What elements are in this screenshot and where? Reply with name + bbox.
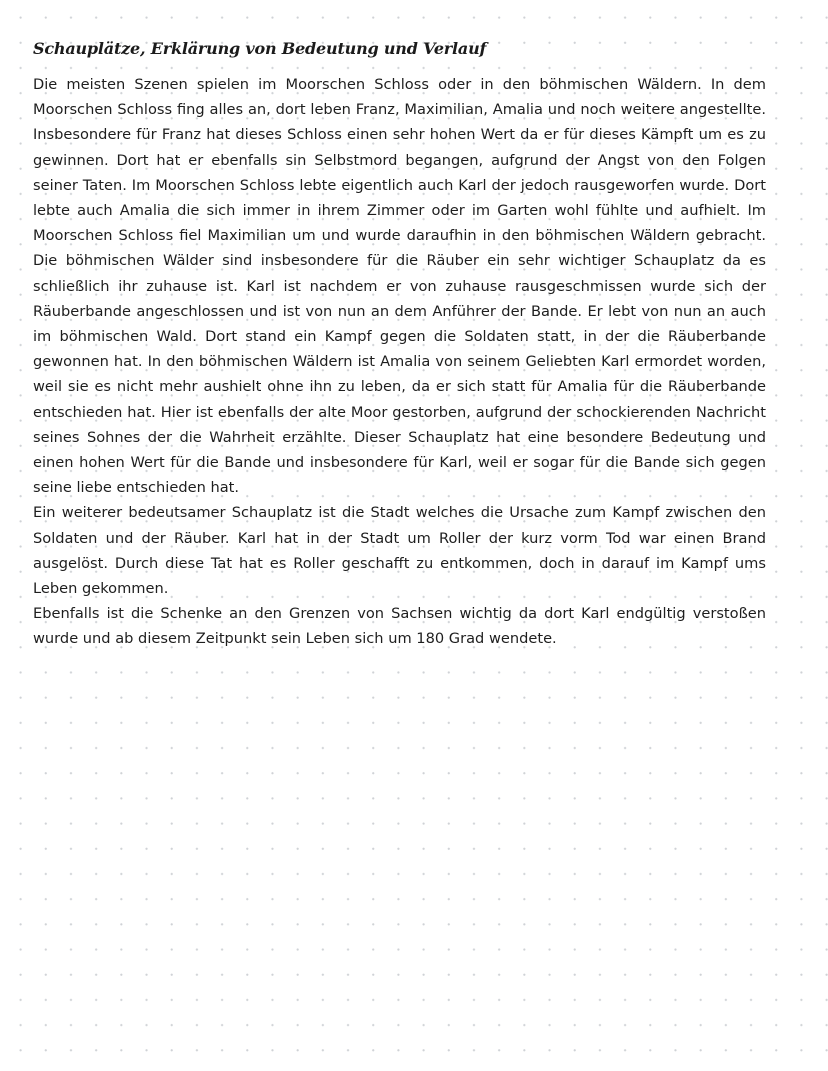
paragraph-stadt: Ein weiterer bedeutsamer Schauplatz ist die Stadt welches die Ursache zum Kampf zwischen den Soldaten und der Räuber. Karl hat in der Stadt um Roller der kurz vorm Tod war einen Brand ausgelöst. Durch diese Tat hat es Roller geschafft zu entkommen, doch in darauf im Kampf ums Leben gekommen. bbox=[33, 504, 766, 598]
paragraph-schenke: Ebenfalls ist die Schenke an den Grenzen von Sachsen wichtig da dort Karl endgültig verstoßen wurde und ab diesem Zeitpunkt sein Leben sich um 180 Grad wendete. bbox=[33, 605, 766, 648]
document-body bbox=[33, 72, 766, 652]
paragraph-schloss-und-waelder: Die meisten Szenen spielen im Moorschen Schloss oder in den böhmischen Wäldern. In dem Moorschen Schloss fing alles an, dort leben Franz, Maximilian, Amalia und noch weitere angestellte. Insbesondere für Franz hat dieses Schloss einen sehr hohen Wert da er für dieses Kämpft um es zu gewinnen. Dort hat er ebenfalls sin Selbstmord begangen, aufgrund der Angst von den Folgen seiner Taten. Im Moorschen Schloss lebte eigentlich auch Karl der jedoch rausgeworfen wurde. Dort lebte auch Amalia die sich immer in ihrem Zimmer oder im Garten wohl fühlte und aufhielt. Im Moorschen Schloss fiel Maximilian um und wurde daraufhin in den böhmischen Wäldern gebracht. Die böhmischen Wälder sind insbesondere für die Räuber ein sehr wichtiger Schauplatz da es schließlich ihr zuhause ist. Karl ist nachdem er von zuhause rausgeschmissen wurde sich der Räuberbande angeschlossen und ist von nun an dem Anführer der Bande. Er lebt von nun an auch im böhmischen Wald. Dort stand ein Kampf gegen die Soldaten statt, in der die Räuberbande gewonnen hat. In den böhmischen Wäldern ist Amalia von seinem Geliebten Karl ermordet worden, weil sie es nicht mehr aushielt ohne ihn zu leben, da er sich statt für Amalia für die Räuberbande entschieden hat. Hier ist ebenfalls der alte Moor gestorben, aufgrund der schockierenden Nachricht seines Sohnes der die Wahrheit erzählte. Dieser Schauplatz hat eine besondere Bedeutung und einen hohen Wert für die Bande und insbesondere für Karl, weil er sogar für die Bande sich gegen seine liebe entschieden hat. bbox=[33, 76, 766, 497]
document-title: Schauplätze, Erklärung von Bedeutung und Verlauf bbox=[33, 39, 487, 58]
